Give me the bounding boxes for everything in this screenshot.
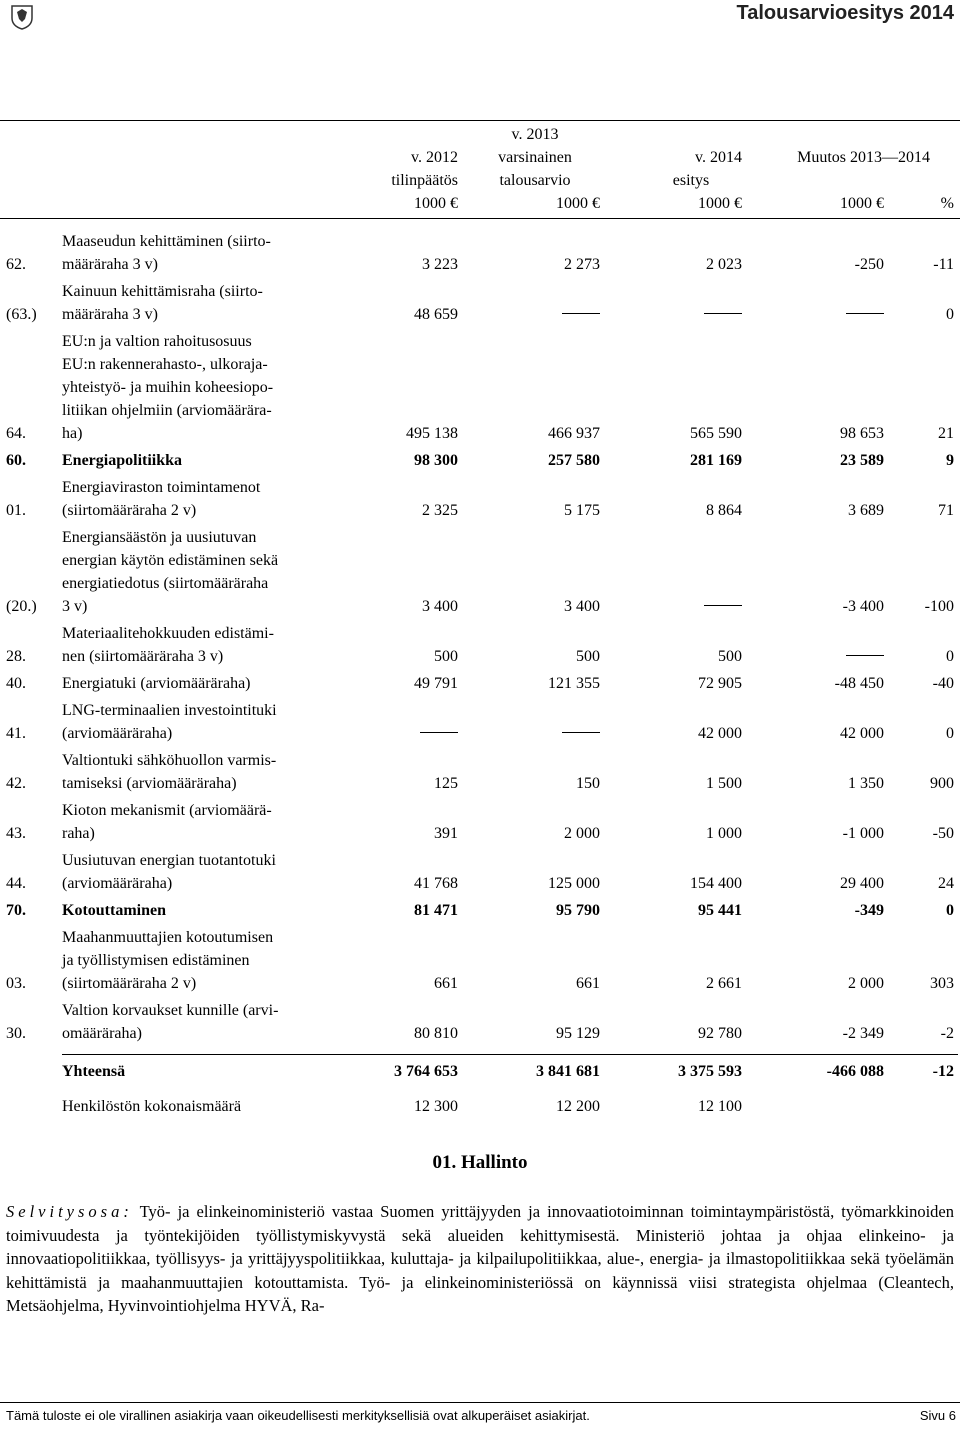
row-number: 70. — [6, 902, 26, 919]
row-value: 2 661 — [706, 975, 742, 992]
row-value: 98 653 — [840, 425, 884, 442]
row-label: EU:n ja valtion rahoitusosuus EU:n rakennerahasto-, ulkoraja- yhteistyö- ja muihin koheesiopo- litiikan ohjelmiin (arviomäärära- ha) — [62, 333, 274, 442]
row-value: -466 088 — [826, 1063, 884, 1080]
table-row — [0, 999, 960, 1045]
row-number: 60. — [6, 452, 26, 469]
row-label: Energiatuki (arviomääräraha) — [62, 675, 251, 692]
row-label: Energiansäästön ja uusiutuvan energian käytön edistäminen sekä energiatiedotus (siirtomääräraha 3 v) — [62, 529, 279, 615]
row-value: 3 375 593 — [678, 1063, 742, 1080]
row-value: -48 450 — [834, 675, 884, 692]
row-value: 2 000 — [848, 975, 884, 992]
row-value: 3 841 681 — [536, 1063, 600, 1080]
row-value: 42 000 — [840, 725, 884, 742]
dash-mark — [846, 655, 884, 656]
row-number: 62. — [6, 256, 26, 273]
staff-value-2013: 12 200 — [556, 1098, 600, 1115]
row-value — [846, 645, 884, 668]
row-value: 80 810 — [414, 1025, 458, 1042]
row-number: 64. — [6, 425, 26, 442]
row-value: -1 000 — [842, 825, 884, 842]
row-value: 281 169 — [690, 452, 742, 469]
row-value: 24 — [938, 875, 954, 892]
row-value: 42 000 — [698, 725, 742, 742]
row-value: 257 580 — [548, 452, 600, 469]
page-number: Sivu 6 — [919, 1408, 956, 1423]
row-value: 72 905 — [698, 675, 742, 692]
column-header-2012: v. 2012 tilinpäätös 1000 € — [391, 149, 458, 212]
row-value: 500 — [434, 648, 458, 665]
row-value: 661 — [576, 975, 600, 992]
crest-logo — [10, 4, 34, 30]
dash-mark — [562, 313, 600, 314]
row-value: 21 — [938, 425, 954, 442]
row-value: 95 790 — [556, 902, 600, 919]
row-label: Energiaviraston toimintamenot (siirtomääräraha 2 v) — [62, 479, 261, 519]
row-value: -50 — [932, 825, 954, 842]
row-value: 41 768 — [414, 875, 458, 892]
row-value: -40 — [932, 675, 954, 692]
row-value: 95 441 — [698, 902, 742, 919]
table-row — [0, 622, 960, 668]
row-value: 495 138 — [406, 425, 458, 442]
row-number: 03. — [6, 975, 26, 992]
staff-value-2014: 12 100 — [698, 1098, 742, 1115]
row-label: Yhteensä — [62, 1063, 126, 1080]
row-value: 9 — [946, 452, 954, 469]
row-value: 95 129 — [556, 1025, 600, 1042]
row-value: 3 689 — [848, 502, 884, 519]
column-header-2013: v. 2013 varsinainen talousarvio 1000 € — [498, 126, 600, 212]
table-row — [0, 699, 960, 745]
row-value: 391 — [434, 825, 458, 842]
row-label: LNG-terminaalien investointituki (arviomääräraha) — [62, 702, 277, 742]
row-value: 500 — [576, 648, 600, 665]
row-value: 303 — [930, 975, 954, 992]
row-value: 500 — [718, 648, 742, 665]
column-header-2014: v. 2014 esitys 1000 € — [672, 149, 742, 212]
column-header-percent: % — [940, 195, 954, 212]
row-value: 48 659 — [414, 306, 458, 323]
row-value: 49 791 — [414, 675, 458, 692]
row-value: 3 400 — [564, 598, 600, 615]
total-rule — [62, 1054, 958, 1055]
row-label: Valtion korvaukset kunnille (arvi- omääräraha) — [62, 1002, 279, 1042]
table-row — [0, 899, 960, 922]
row-value: 1 500 — [706, 775, 742, 792]
row-value — [420, 722, 458, 745]
row-value: 23 589 — [840, 452, 884, 469]
header-rule — [0, 120, 960, 121]
row-number: 40. — [6, 675, 26, 692]
row-value: 2 000 — [564, 825, 600, 842]
row-value: 0 — [946, 648, 954, 665]
dash-mark — [704, 605, 742, 606]
table-row — [0, 526, 960, 618]
row-label: Uusiutuvan energian tuotantotuki (arviomääräraha) — [62, 852, 276, 892]
document-title: Talousarvioesitys 2014 — [736, 2, 954, 24]
row-value: 3 400 — [422, 598, 458, 615]
row-value: 565 590 — [690, 425, 742, 442]
table-row — [0, 280, 960, 326]
row-number: 41. — [6, 725, 26, 742]
row-value: -2 349 — [842, 1025, 884, 1042]
row-value: 900 — [930, 775, 954, 792]
table-header-rule — [0, 218, 960, 219]
row-label: Kioton mekanismit (arviomäärä- raha) — [62, 802, 272, 842]
row-value — [562, 722, 600, 745]
row-number: (63.) — [6, 306, 37, 323]
row-value: 150 — [576, 775, 600, 792]
row-label: Materiaalitehokkuuden edistämi- nen (siirtomääräraha 3 v) — [62, 625, 274, 665]
row-value: 3 764 653 — [394, 1063, 458, 1080]
row-value: 125 000 — [548, 875, 600, 892]
paragraph-lead: Selvitysosa: — [6, 1202, 133, 1221]
row-value: 2 023 — [706, 256, 742, 273]
row-value: 0 — [946, 306, 954, 323]
row-number: 43. — [6, 825, 26, 842]
row-label: Energiapolitiikka — [62, 452, 183, 469]
dash-mark — [420, 732, 458, 733]
staff-row — [0, 1098, 960, 1122]
row-value — [704, 595, 742, 618]
row-value: -250 — [854, 256, 884, 273]
paragraph-text: Työ- ja elinkeinoministeriö vastaa Suomen yrittäjyyden ja innovaatiotoiminnan toimintaympäristöstä, työmarkkinoiden toimivuudesta ja työntekijöiden työllistymiskyvystä sekä alueiden kehittymisestä. Ministeriö johtaa ja ohjaa elinkeino- ja innovaatiopolitiikkaa, työllisyys- ja yrittäjyyspolitiikkaa, kuluttaja- ja kilpailupolitiikkaa, alue-, energia- ja ilmastopolitiikkaa sekä työelämän kehittämistä ja maahanmuuttajien kotouttamista. Työ- ja elinkeinoministeriössä on käynnissä viisi strategista ohjelmaa (Cleantech, Metsäohjelma, Hyvinvointiohjelma HYVÄ, Ra- — [6, 1202, 954, 1315]
row-number: 28. — [6, 648, 26, 665]
row-value: 661 — [434, 975, 458, 992]
dash-mark — [846, 313, 884, 314]
row-label: Maahanmuuttajien kotoutumisen ja työllistymisen edistäminen (siirtomääräraha 2 v) — [62, 929, 274, 992]
staff-label: Henkilöstön kokonaismäärä — [62, 1098, 242, 1115]
row-number: 44. — [6, 875, 26, 892]
row-value: 466 937 — [548, 425, 600, 442]
row-value: 154 400 — [690, 875, 742, 892]
table-row — [0, 749, 960, 795]
row-value: 29 400 — [840, 875, 884, 892]
row-value: 5 175 — [564, 502, 600, 519]
budget-table — [0, 230, 960, 1083]
row-label: Maaseudun kehittäminen (siirto- määräraha 3 v) — [62, 233, 271, 273]
table-row — [0, 672, 960, 695]
row-value: 125 — [434, 775, 458, 792]
row-value: 0 — [946, 725, 954, 742]
table-row — [0, 926, 960, 995]
row-label: Kainuun kehittämisraha (siirto- määräraha 3 v) — [62, 283, 263, 323]
table-row — [0, 230, 960, 276]
dash-mark — [704, 313, 742, 314]
row-value: -11 — [933, 256, 954, 273]
row-value: -100 — [924, 598, 954, 615]
row-value: 3 223 — [422, 256, 458, 273]
description-paragraph — [6, 1200, 954, 1318]
section-title: 01. Hallinto — [432, 1152, 528, 1173]
staff-value-2012: 12 300 — [414, 1098, 458, 1115]
row-number: (20.) — [6, 598, 37, 615]
footer — [6, 1408, 956, 1423]
row-value: -12 — [932, 1063, 954, 1080]
footer-rule — [0, 1402, 960, 1403]
table-row — [0, 849, 960, 895]
row-number: 01. — [6, 502, 26, 519]
row-value — [562, 303, 600, 326]
column-header-change: Muutos 2013—2014 1000 € — [797, 149, 930, 212]
row-label: Kotouttaminen — [62, 902, 166, 919]
total-row — [0, 1060, 960, 1083]
row-value: 71 — [938, 502, 954, 519]
row-value: 2 273 — [564, 256, 600, 273]
table-row — [0, 330, 960, 445]
table-row — [0, 449, 960, 472]
row-value: 2 325 — [422, 502, 458, 519]
row-value: -3 400 — [842, 598, 884, 615]
footer-note: Tämä tuloste ei ole virallinen asiakirja vaan oikeudellisesti merkityksellisiä ovat alkuperäiset asiakirjat. — [6, 1408, 590, 1423]
row-value: 0 — [946, 902, 954, 919]
row-value: 98 300 — [414, 452, 458, 469]
table-row — [0, 476, 960, 522]
row-value: 8 864 — [706, 502, 742, 519]
row-value — [846, 303, 884, 326]
row-value — [704, 303, 742, 326]
dash-mark — [562, 732, 600, 733]
row-value: 1 000 — [706, 825, 742, 842]
row-value: -2 — [940, 1025, 954, 1042]
row-number: 42. — [6, 775, 26, 792]
row-number: 30. — [6, 1025, 26, 1042]
row-value: 92 780 — [698, 1025, 742, 1042]
row-value: -349 — [854, 902, 884, 919]
table-row — [0, 799, 960, 845]
row-value: 1 350 — [848, 775, 884, 792]
row-value: 121 355 — [548, 675, 600, 692]
row-label: Valtiontuki sähköhuollon varmis- tamiseksi (arviomääräraha) — [62, 752, 277, 792]
row-value: 81 471 — [414, 902, 458, 919]
